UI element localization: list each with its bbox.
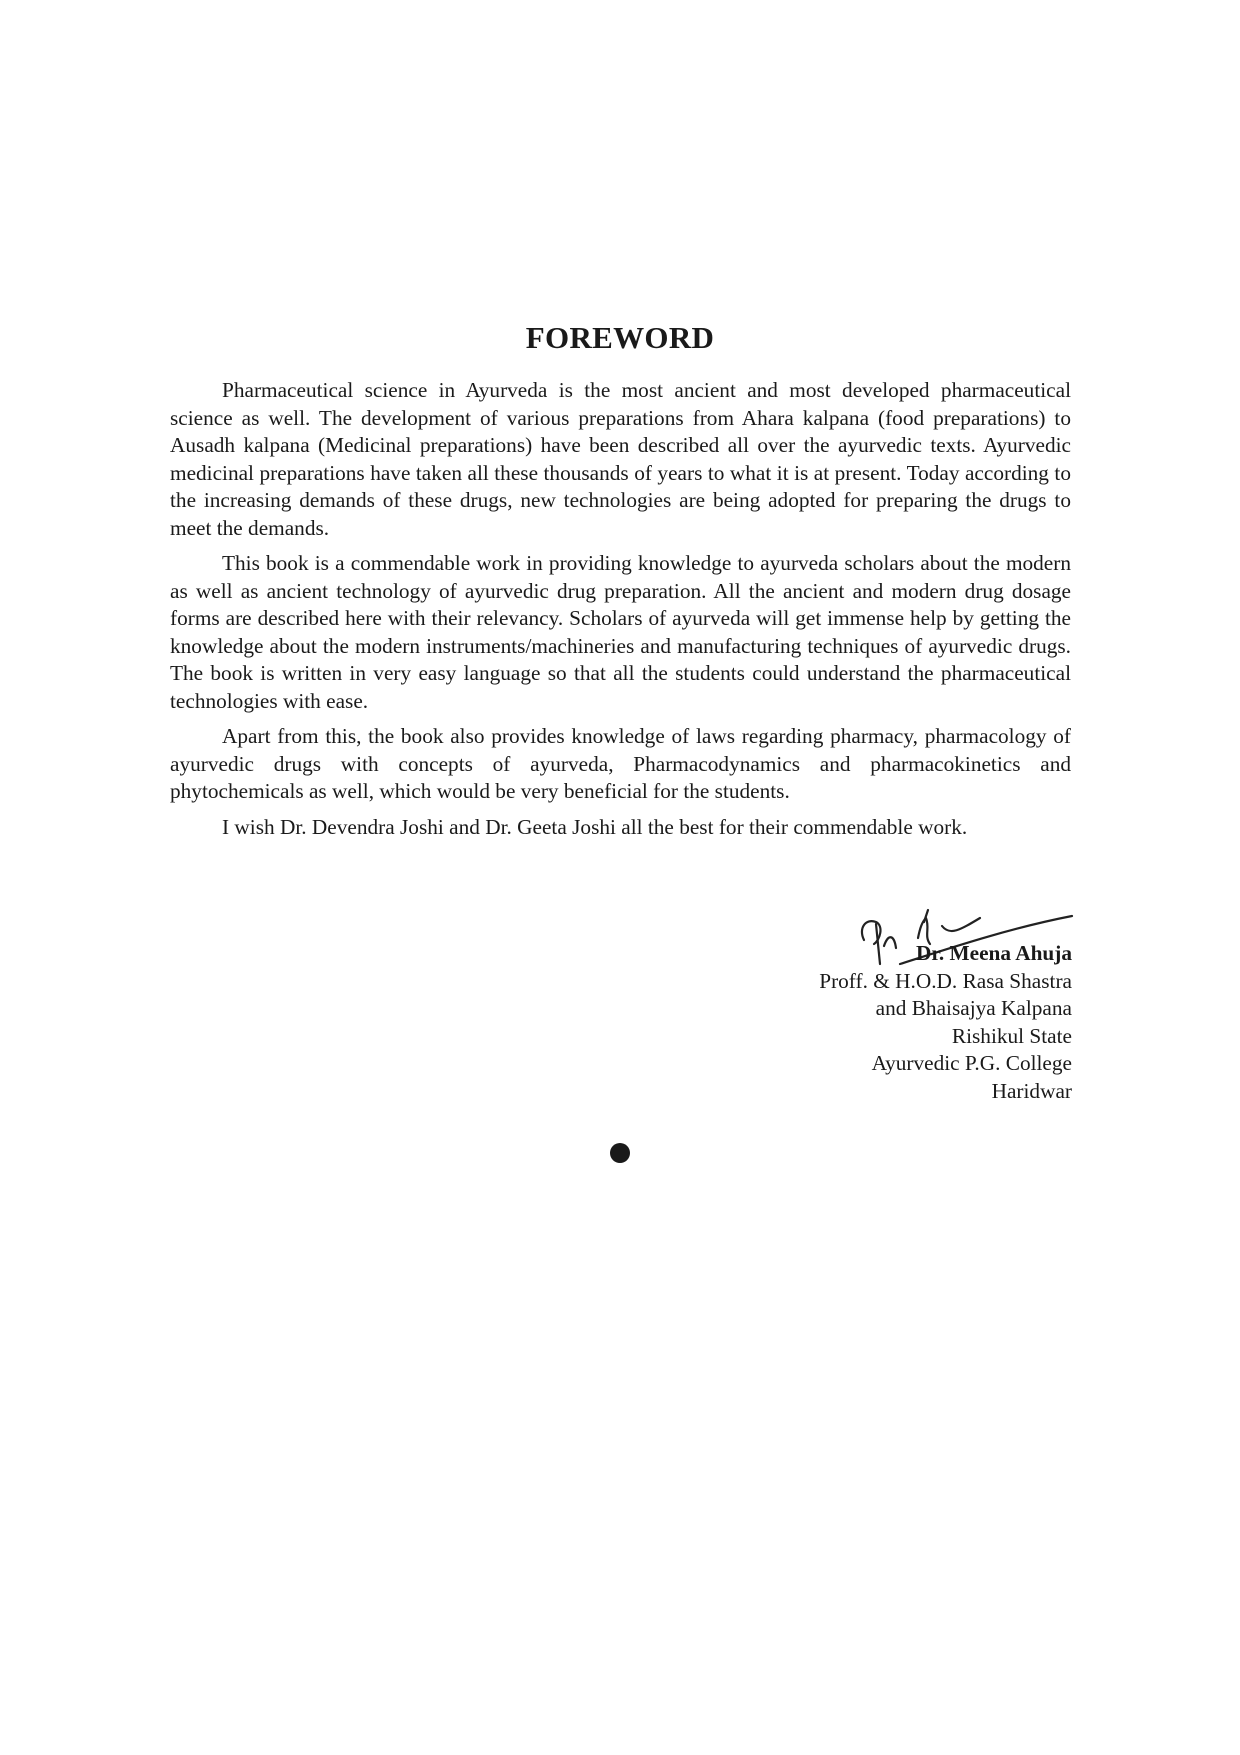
foreword-body	[170, 377, 1071, 849]
signatory-institution-line: Ayurvedic P.G. College	[871, 1051, 1072, 1075]
page-title: FOREWORD	[525, 320, 715, 355]
signatory-location: Haridwar	[991, 1078, 1072, 1103]
end-bullet-ornament	[610, 1143, 630, 1163]
signatory-name: Dr. Meena Ahuja	[916, 941, 1072, 965]
paragraph-3: Apart from this, the book also provides knowledge of laws regarding pharmacy, pharmacology of ayurvedic drugs with concepts of ayurveda, Pharmacodynamics and pharmacokinetics and phytochemicals as well, which would be very beneficial for the students.	[170, 724, 1071, 803]
paragraph-4: I wish Dr. Devendra Joshi and Dr. Geeta Joshi all the best for their commendable work.	[222, 814, 968, 839]
paragraph-2: This book is a commendable work in providing knowledge to ayurveda scholars about the modern as well as ancient technology of ayurvedic drug preparation. All the ancient and modern drug dosage forms are described here with their relevancy. Scholars of ayurveda will get immense help by getting the knowledge about the modern instruments/machineries and manufacturing techniques of ayurvedic drugs. The book is written in very easy language so that all the students could understand the pharmaceutical technologies with ease.	[170, 551, 1071, 713]
signatory-institution-line: Rishikul State	[951, 1023, 1072, 1048]
signatory-title-line: and Bhaisajya Kalpana	[875, 996, 1072, 1020]
signatory-block	[819, 940, 1072, 1105]
signatory-title-line: Proff. & H.O.D. Rasa Shastra	[819, 968, 1072, 993]
paragraph-1: Pharmaceutical science in Ayurveda is the most ancient and most developed pharmaceutical science as well. The development of various preparations from Ahara kalpana (food preparations) to Ausadh kalpana (Medicinal preparations) have been described all over the ayurvedic texts. Ayurvedic medicinal preparations have taken all these thousands of years to what it is at present. Today according to the increasing demands of these drugs, new technologies are being adopted for preparing the drugs to meet the demands.	[170, 378, 1071, 540]
